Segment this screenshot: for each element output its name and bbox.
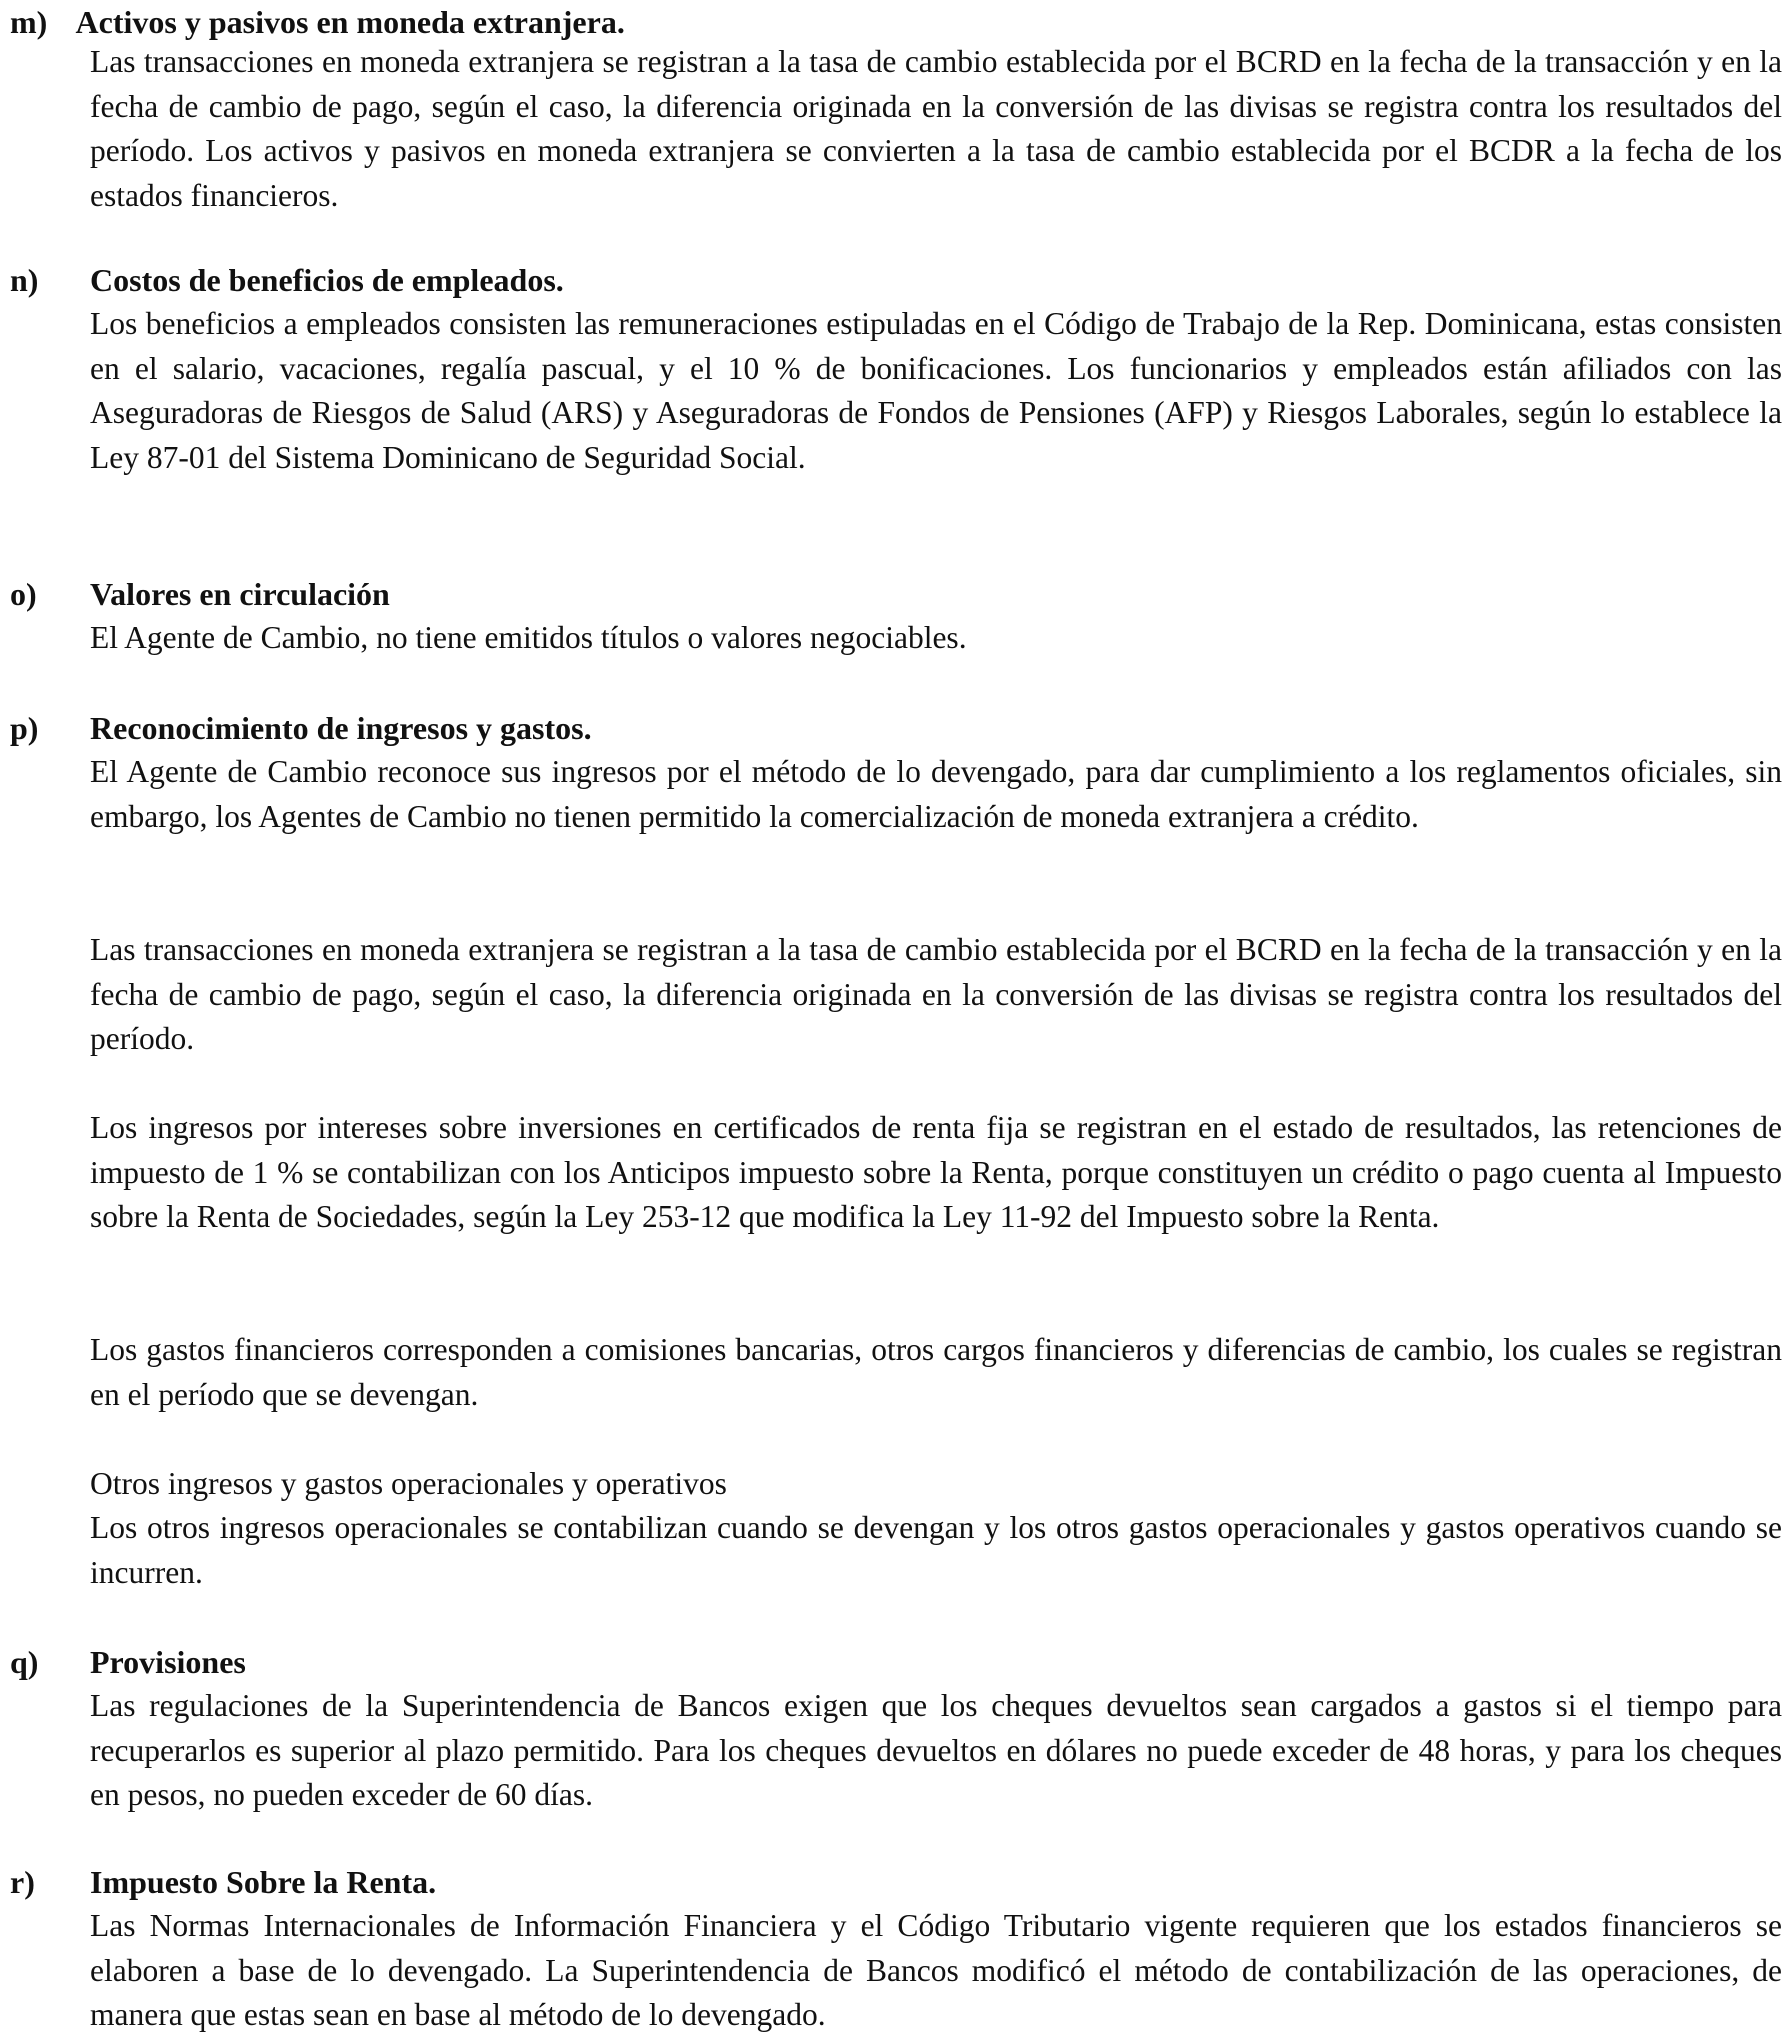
section-p-heading: Reconocimiento de ingresos y gastos. [90, 710, 592, 746]
section-q-letter: q) [10, 1644, 39, 1680]
section-p-paragraph-4: Los gastos financieros corresponden a comisiones bancarias, otros cargos financieros y diferencias de cambio, los cuales se registran en el período que se devengan. [90, 1332, 1782, 1412]
section-p-paragraph-3: Los ingresos por intereses sobre inversiones en certificados de renta fija se registran en el estado de resultados, las retenciones de impuesto de 1 % se contabilizan con los Anticipos impuesto sobre la Renta, porque constituyen un crédito o pago cuenta al Impuesto sobre la Renta de Sociedades, según la Ley 253-12 que modifica la Ley 11-92 del Impuesto sobre la Renta. [90, 1110, 1782, 1234]
section-m-paragraph-1: Las transacciones en moneda extranjera se registran a la tasa de cambio establecida por el BCRD en la fecha de la transacción y en la fecha de cambio de pago, según el caso, la diferencia originada en la conversión de las divisas se registra contra los resultados del período. Los activos y pasivos en moneda extranjera se convierten a la tasa de cambio establecida por el BCDR a la fecha de los estados financieros. [90, 44, 1782, 213]
section-n-letter: n) [10, 262, 39, 298]
section-p-subheading: Otros ingresos y gastos operacionales y operativos [90, 1466, 727, 1501]
section-m-heading-row [10, 0, 625, 44]
section-r-paragraph-1: Las Normas Internacionales de Información Financiera y el Código Tributario vigente requieren que los estados financieros se elaboren a base de lo devengado. La Superintendencia de Bancos modificó el método de contabilización de las operaciones, de manera que estas sean en base al método de lo devengado. [90, 1908, 1782, 2032]
section-p-letter: p) [10, 710, 39, 746]
section-o-letter: o) [10, 576, 37, 612]
section-p-paragraph-2: Las transacciones en moneda extranjera se registran a la tasa de cambio establecida por el BCRD en la fecha de la transacción y en la fecha de cambio de pago, según el caso, la diferencia originada en la conversión de las divisas se registra contra los resultados del período. [90, 932, 1782, 1056]
section-q-paragraph-1: Las regulaciones de la Superintendencia de Bancos exigen que los cheques devueltos sean cargados a gastos si el tiempo para recuperarlos es superior al plazo permitido. Para los cheques devueltos en dólares no puede exceder de 48 horas, y para los cheques en pesos, no pueden exceder de 60 días. [90, 1688, 1782, 1812]
section-r-heading: Impuesto Sobre la Renta. [90, 1864, 437, 1900]
section-m-letter: m) [10, 4, 48, 40]
section-o-heading: Valores en circulación [90, 576, 390, 612]
section-n-paragraph-1: Los beneficios a empleados consisten las remuneraciones estipuladas en el Código de Trabajo de la Rep. Dominicana, estas consisten en el salario, vacaciones, regalía pascual, y el 10 % de bonificaciones. Los funcionarios y empleados están afiliados con las Aseguradoras de Riesgos de Salud (ARS) y Aseguradoras de Fondos de Pensiones (AFP) y Riesgos Laborales, según lo establece la Ley 87-01 del Sistema Dominicano de Seguridad Social. [90, 306, 1782, 475]
section-p-sub-paragraph: Los otros ingresos operacionales se contabilizan cuando se devengan y los otros gastos operacionales y gastos operativos cuando se incurren. [90, 1510, 1782, 1590]
section-q-heading: Provisiones [90, 1644, 246, 1680]
section-n-heading: Costos de beneficios de empleados. [90, 262, 564, 298]
section-r-letter: r) [10, 1864, 35, 1900]
section-o-paragraph-1: El Agente de Cambio, no tiene emitidos títulos o valores negociables. [90, 620, 967, 655]
section-m-heading: Activos y pasivos en moneda extranjera. [75, 4, 625, 40]
section-p-paragraph-1: El Agente de Cambio reconoce sus ingresos por el método de lo devengado, para dar cumplimiento a los reglamentos oficiales, sin embargo, los Agentes de Cambio no tienen permitido la comercialización de moneda extranjera a crédito. [90, 754, 1782, 834]
